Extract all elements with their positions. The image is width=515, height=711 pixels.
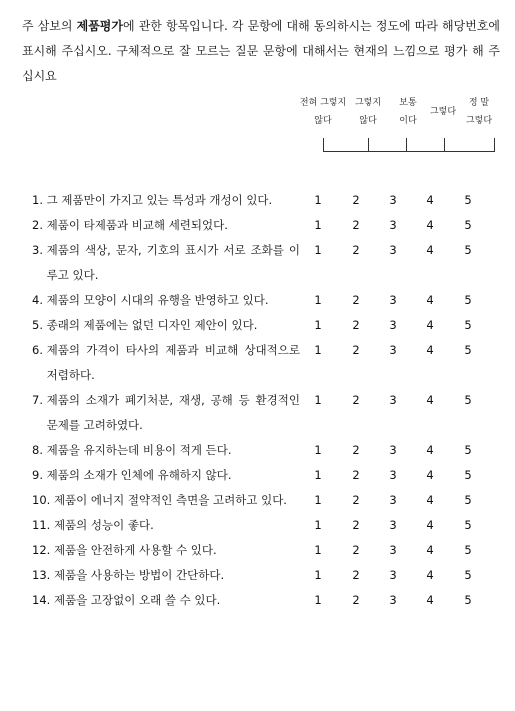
rating-option-4[interactable]: 4 xyxy=(426,468,434,482)
scale-label-3: 보통 이다 xyxy=(399,98,417,126)
rating-option-3[interactable]: 3 xyxy=(389,243,397,257)
rating-option-4[interactable]: 4 xyxy=(426,568,434,582)
rating-option-2[interactable]: 2 xyxy=(352,193,360,207)
question-row xyxy=(32,563,502,588)
rating-option-2[interactable]: 2 xyxy=(352,293,360,307)
rating-option-3[interactable]: 3 xyxy=(389,543,397,557)
rating-option-5[interactable]: 5 xyxy=(464,593,472,607)
question-text: 제품을 유지하는데 비용이 적게 든다. xyxy=(46,443,232,457)
rating-option-1[interactable]: 1 xyxy=(314,193,322,207)
rating-option-2[interactable]: 2 xyxy=(352,393,360,407)
rating-option-3[interactable]: 3 xyxy=(389,293,397,307)
rating-option-1[interactable]: 1 xyxy=(314,493,322,507)
question-number: 5. xyxy=(32,318,47,332)
question-number: 14. xyxy=(32,593,54,607)
question-row xyxy=(32,188,502,213)
rating-option-3[interactable]: 3 xyxy=(389,193,397,207)
rating-option-1[interactable]: 1 xyxy=(314,343,322,357)
question-row xyxy=(32,288,502,313)
question-row xyxy=(32,538,502,563)
rating-option-2[interactable]: 2 xyxy=(352,218,360,232)
question-text: 제품이 에너지 절약적인 측면을 고려하고 있다. xyxy=(53,493,287,507)
rating-option-5[interactable]: 5 xyxy=(464,293,472,307)
rating-option-5[interactable]: 5 xyxy=(464,218,472,232)
question-text: 제품을 안전하게 사용할 수 있다. xyxy=(53,543,217,557)
rating-option-4[interactable]: 4 xyxy=(426,218,434,232)
rating-option-3[interactable]: 3 xyxy=(389,443,397,457)
question-text: 제품이 타제품과 비교해 세련되었다. xyxy=(46,218,228,232)
rating-option-4[interactable]: 4 xyxy=(426,593,434,607)
rating-option-1[interactable]: 1 xyxy=(314,243,322,257)
question-row xyxy=(32,438,502,463)
question-row xyxy=(32,213,502,238)
rating-option-5[interactable]: 5 xyxy=(464,343,472,357)
rating-option-1[interactable]: 1 xyxy=(314,393,322,407)
scale-axis xyxy=(323,138,495,152)
rating-option-5[interactable]: 5 xyxy=(464,468,472,482)
rating-option-2[interactable]: 2 xyxy=(352,518,360,532)
rating-option-2[interactable]: 2 xyxy=(352,568,360,582)
rating-option-3[interactable]: 3 xyxy=(389,593,397,607)
rating-option-4[interactable]: 4 xyxy=(426,543,434,557)
rating-option-3[interactable]: 3 xyxy=(389,568,397,582)
rating-option-5[interactable]: 5 xyxy=(464,518,472,532)
question-row xyxy=(32,588,502,613)
question-text: 제품의 성능이 좋다. xyxy=(53,518,154,532)
rating-option-2[interactable]: 2 xyxy=(352,543,360,557)
rating-option-4[interactable]: 4 xyxy=(426,243,434,257)
rating-option-5[interactable]: 5 xyxy=(464,543,472,557)
question-number: 9. xyxy=(32,468,47,482)
rating-option-4[interactable]: 4 xyxy=(426,493,434,507)
question-number: 13. xyxy=(32,568,54,582)
rating-option-2[interactable]: 2 xyxy=(352,593,360,607)
question-number: 2. xyxy=(32,218,47,232)
question-text: 그 제품만이 가지고 있는 특성과 개성이 있다. xyxy=(46,193,273,207)
question-text: 제품의 모양이 시대의 유행을 반영하고 있다. xyxy=(46,293,269,307)
rating-option-5[interactable]: 5 xyxy=(464,393,472,407)
rating-option-1[interactable]: 1 xyxy=(314,318,322,332)
question-row xyxy=(32,388,502,438)
rating-option-4[interactable]: 4 xyxy=(426,393,434,407)
rating-option-3[interactable]: 3 xyxy=(389,468,397,482)
question-number: 4. xyxy=(32,293,47,307)
rating-option-4[interactable]: 4 xyxy=(426,443,434,457)
rating-option-2[interactable]: 2 xyxy=(352,443,360,457)
rating-option-1[interactable]: 1 xyxy=(314,568,322,582)
scale-label-4: 그렇다 xyxy=(429,107,457,117)
question-row xyxy=(32,488,502,513)
rating-option-4[interactable]: 4 xyxy=(426,193,434,207)
question-row xyxy=(32,513,502,538)
scale-label-2: 그렇지 않다 xyxy=(354,98,382,126)
question-text: 종래의 제품에는 없던 디자인 제안이 있다. xyxy=(46,318,258,332)
question-number: 3. xyxy=(32,243,47,257)
question-number: 11. xyxy=(32,518,54,532)
survey-instructions xyxy=(22,14,500,89)
question-number: 7. xyxy=(32,393,47,407)
rating-option-5[interactable]: 5 xyxy=(464,568,472,582)
rating-option-3[interactable]: 3 xyxy=(389,518,397,532)
instructions-emphasis: 제품평가 xyxy=(76,19,123,33)
rating-option-3[interactable]: 3 xyxy=(389,343,397,357)
instructions-rest: 에 관한 항목입니다. 각 문항에 대해 동의하시는 정도에 따라 해당번호에 표시해 주십시오. 구체적으로 잘 모르는 질문 문항에 대해서는 현재의 느낌으로 평가 해 주십시요 xyxy=(22,19,500,83)
question-row xyxy=(32,338,502,388)
rating-option-4[interactable]: 4 xyxy=(426,518,434,532)
rating-option-1[interactable]: 1 xyxy=(314,468,322,482)
question-text: 제품의 소재가 폐기처분, 재생, 공해 등 환경적인 문제를 고려하였다. xyxy=(46,393,300,432)
rating-option-4[interactable]: 4 xyxy=(426,293,434,307)
rating-option-1[interactable]: 1 xyxy=(314,443,322,457)
question-list xyxy=(32,188,502,613)
rating-option-1[interactable]: 1 xyxy=(314,543,322,557)
question-number: 8. xyxy=(32,443,47,457)
rating-option-3[interactable]: 3 xyxy=(389,493,397,507)
scale-label-1: 전혀 그렇지 않다 xyxy=(299,98,347,126)
rating-option-5[interactable]: 5 xyxy=(464,493,472,507)
question-number: 1. xyxy=(32,193,47,207)
rating-option-4[interactable]: 4 xyxy=(426,343,434,357)
rating-option-2[interactable]: 2 xyxy=(352,343,360,357)
question-row xyxy=(32,463,502,488)
question-text: 제품의 색상, 문자, 기호의 표시가 서로 조화를 이루고 있다. xyxy=(46,243,300,282)
rating-option-5[interactable]: 5 xyxy=(464,243,472,257)
rating-option-3[interactable]: 3 xyxy=(389,393,397,407)
rating-option-5[interactable]: 5 xyxy=(464,443,472,457)
scale-label-5: 정 말 그렇다 xyxy=(465,98,493,126)
rating-option-4[interactable]: 4 xyxy=(426,318,434,332)
question-text: 제품을 고장없이 오래 쓸 수 있다. xyxy=(53,593,221,607)
question-text: 제품을 사용하는 방법이 간단하다. xyxy=(53,568,225,582)
rating-option-5[interactable]: 5 xyxy=(464,193,472,207)
rating-option-3[interactable]: 3 xyxy=(389,218,397,232)
rating-option-2[interactable]: 2 xyxy=(352,243,360,257)
rating-option-3[interactable]: 3 xyxy=(389,318,397,332)
question-text: 제품의 가격이 타사의 제품과 비교해 상대적으로 저렴하다. xyxy=(46,343,300,382)
rating-option-1[interactable]: 1 xyxy=(314,593,322,607)
question-row xyxy=(32,313,502,338)
rating-option-5[interactable]: 5 xyxy=(464,318,472,332)
rating-option-2[interactable]: 2 xyxy=(352,318,360,332)
question-number: 12. xyxy=(32,543,54,557)
rating-option-1[interactable]: 1 xyxy=(314,218,322,232)
rating-option-1[interactable]: 1 xyxy=(314,518,322,532)
question-number: 6. xyxy=(32,343,47,357)
question-row xyxy=(32,238,502,288)
rating-option-2[interactable]: 2 xyxy=(352,468,360,482)
question-number: 10. xyxy=(32,493,54,507)
instructions-lead: 주 삼보의 xyxy=(22,19,77,33)
rating-option-2[interactable]: 2 xyxy=(352,493,360,507)
rating-option-1[interactable]: 1 xyxy=(314,293,322,307)
question-text: 제품의 소재가 인체에 유해하지 않다. xyxy=(46,468,232,482)
